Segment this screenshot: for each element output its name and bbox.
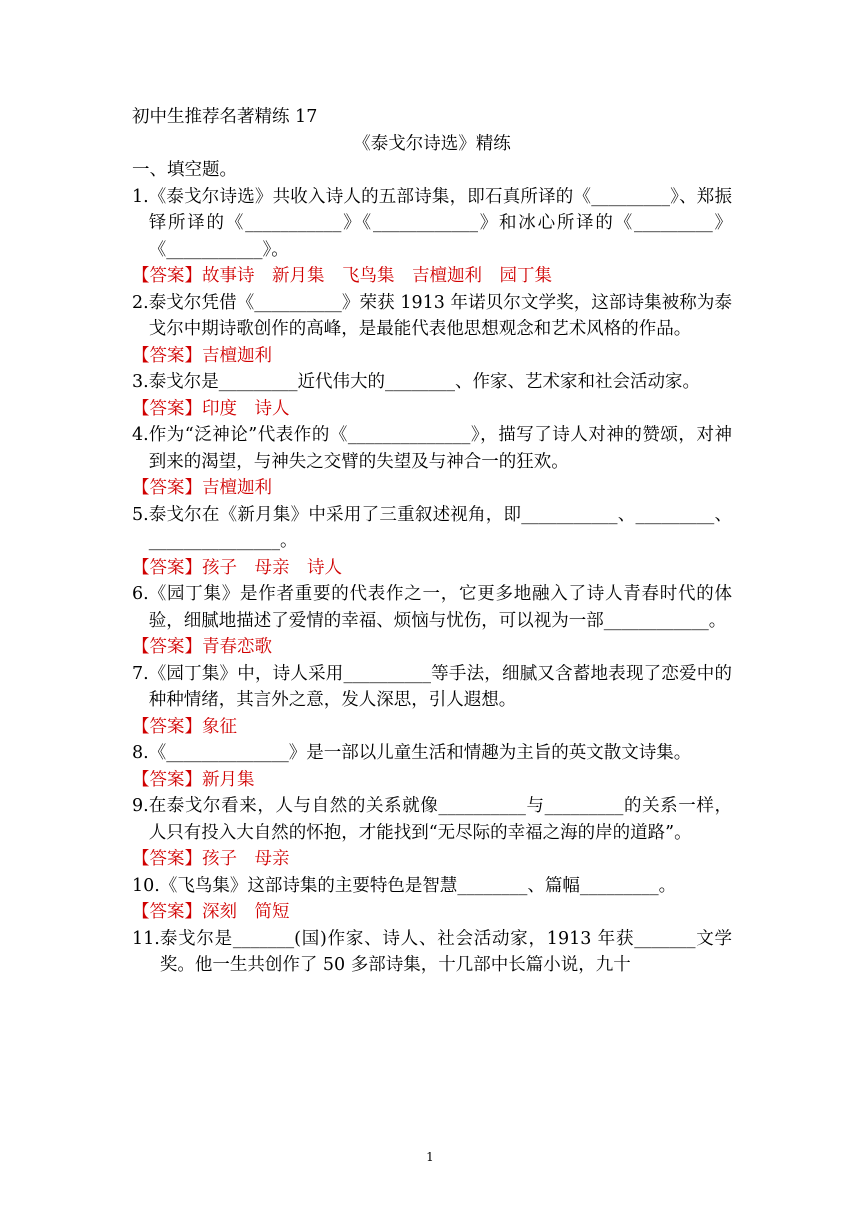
answer-line: 【答案】青春恋歌 [132,637,272,657]
question-item [132,661,732,714]
question-text: 泰戈尔凭借《__________》荣获 1913 年诺贝尔文学奖，这部诗集被称为泰戈尔中期诗歌创作的高峰，是最能代表他思想观念和艺术风格的作品。 [148,292,732,339]
question-list [132,184,732,979]
question-item [132,184,732,264]
question-number: 7. [132,663,149,684]
question-text: 《园丁集》是作者重要的代表作之一，它更多地融入了诗人青春时代的体验，细腻地描述了爱情的幸福、烦恼与忧伤，可以视为一部____________。 [148,584,732,631]
question-item [132,873,732,900]
question-item [132,926,732,979]
question-text: 《______________》是一部以儿童生活和情趣为主旨的英文散文诗集。 [148,743,692,763]
answer-line: 【答案】新月集 [132,769,255,790]
answer-line: 【答案】吉檀迦利 [132,478,272,498]
question-number: 6. [132,584,149,604]
question-number: 1. [132,186,149,207]
question-number: 2. [132,292,149,313]
answer-line: 【答案】孩子 母亲 诗人 [132,557,342,578]
question-number: 11. [132,928,160,949]
answer-line: 【答案】孩子 母亲 [132,849,290,869]
question-text: 泰戈尔是_________近代伟大的________、作家、艺术家和社会活动家。 [148,372,700,392]
question-item [132,502,732,555]
question-item [132,369,732,396]
question-item [132,793,732,846]
question-item [132,581,732,634]
question-number: 3. [132,372,149,392]
answer-line: 【答案】深刻 简短 [132,902,290,922]
question-item [132,422,732,475]
question-text: 《泰戈尔诗选》共收入诗人的五部诗集，即石真所译的《_________》、郑振铎所译的《___________》《____________》和冰心所译的《_________》《___________》。 [148,186,732,260]
document-title: 初中生推荐名著精练 17 [132,107,318,127]
question-number: 9. [132,796,149,816]
page-number: 1 [426,1150,434,1164]
question-text: 泰戈尔是_______(国)作家、诗人、社会活动家，1913 年获_______文学奖。他一生共创作了 50 多部诗集，十几部中长篇小说，九十 [159,928,732,975]
answer-line: 【答案】故事诗 新月集 飞鸟集 吉檀迦利 园丁集 [132,266,552,286]
question-text: 泰戈尔在《新月集》中采用了三重叙述视角，即___________、_________、_______________。 [148,504,732,551]
question-text: 作为“泛神论”代表作的《______________》，描写了诗人对神的赞颂，对神到来的渴望，与神失之交臂的失望及与神合一的狂欢。 [148,425,732,472]
answer-line: 【答案】吉檀迦利 [132,345,272,366]
question-text: 在泰戈尔看来，人与自然的关系就像__________与_________的关系一样，人只有投入大自然的怀抱，才能找到“无尽际的幸福之海的岸的道路”。 [148,796,732,843]
question-text: 《飞鸟集》这部诗集的主要特色是智慧________、篇幅_________。 [159,875,677,896]
section-heading: 一、填空题。 [132,160,237,180]
question-text: 《园丁集》中，诗人采用__________等手法，细腻又含蓄地表现了恋爱中的种种情绪，其言外之意，发人深思，引人遐想。 [148,663,732,710]
question-number: 8. [132,743,149,763]
question-number: 5. [132,504,149,525]
document-body [132,104,732,979]
answer-line: 【答案】象征 [132,716,237,737]
question-number: 4. [132,425,149,445]
question-item [132,290,732,343]
question-item [132,740,732,767]
answer-line: 【答案】印度 诗人 [132,398,290,419]
document-subtitle: 《泰戈尔诗选》精练 [353,133,511,154]
question-number: 10. [132,875,160,896]
